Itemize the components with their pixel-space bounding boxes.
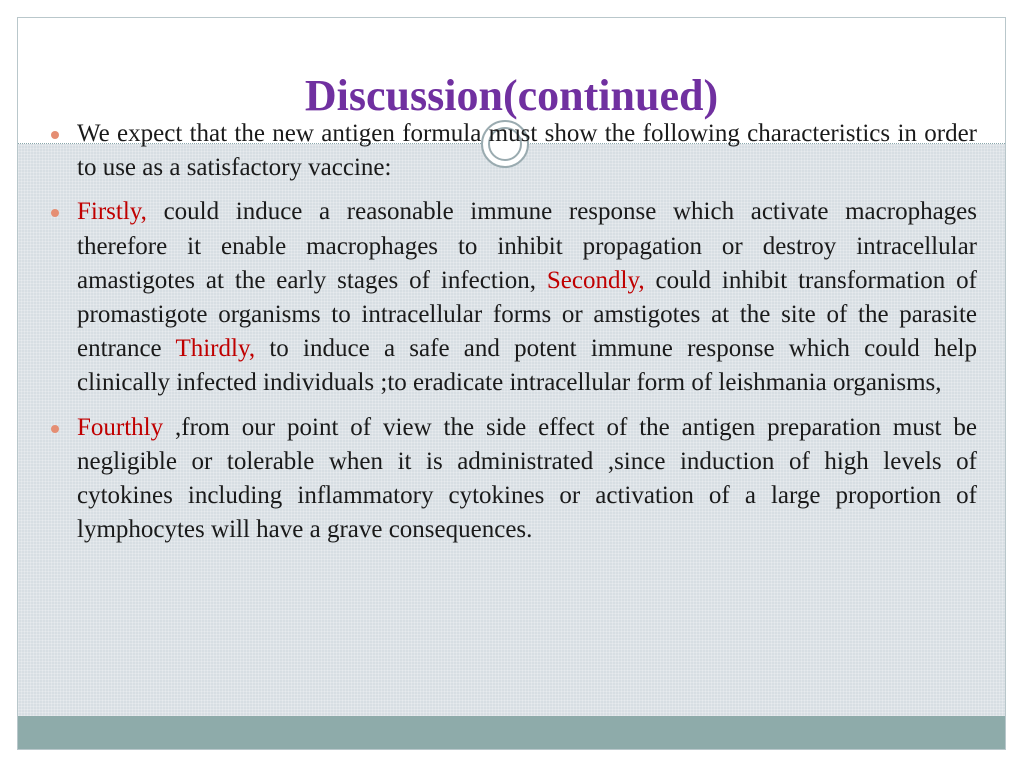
bullet-lead-fourthly: Fourthly bbox=[77, 413, 164, 441]
bullet-item-3 bbox=[51, 411, 977, 548]
bullet-text: could induce a reasonable immune response which activate macrophages therefore it enable macrophages to inhibit propagation or destroy intracellular amastigotes at the early stages of infection, bbox=[77, 198, 977, 294]
bullet-dot-icon bbox=[51, 425, 59, 433]
slide-title: Discussion(continued) bbox=[304, 71, 719, 120]
bullet-lead-secondly: Secondly, bbox=[546, 266, 645, 294]
bullet-text: could inhibit transformation of promastigote organisms to intracellular forms or amstigotes at the site of the parasite entrance bbox=[77, 266, 977, 363]
bullet-item-1 bbox=[51, 117, 977, 185]
footer-band bbox=[18, 716, 1005, 750]
bullet-text: ,from our point of view the side effect of the antigen preparation must be negligible or tolerable when it is administrated ,since induction of high levels of cytokines including inflammatory cytokines or activation of a large proportion of lymphocytes will have a grave consequences. bbox=[77, 413, 977, 544]
bullet-dot-icon bbox=[51, 131, 59, 139]
bullet-item-2 bbox=[51, 195, 977, 400]
bullet-lead-firstly: Firstly, bbox=[77, 198, 147, 226]
bullet-list bbox=[51, 117, 977, 557]
bullet-text: We expect that the new antigen formula must show the following characteristics in order to use as a satisfactory vaccine: bbox=[77, 120, 977, 182]
bullet-text: to induce a safe and potent immune response which could help clinically infected individuals ;to eradicate intracellular form of leishmania organisms, bbox=[77, 335, 977, 397]
slide bbox=[17, 17, 1006, 750]
bullet-dot-icon bbox=[51, 209, 59, 217]
bullet-lead-thirdly: Thirdly, bbox=[175, 335, 256, 363]
